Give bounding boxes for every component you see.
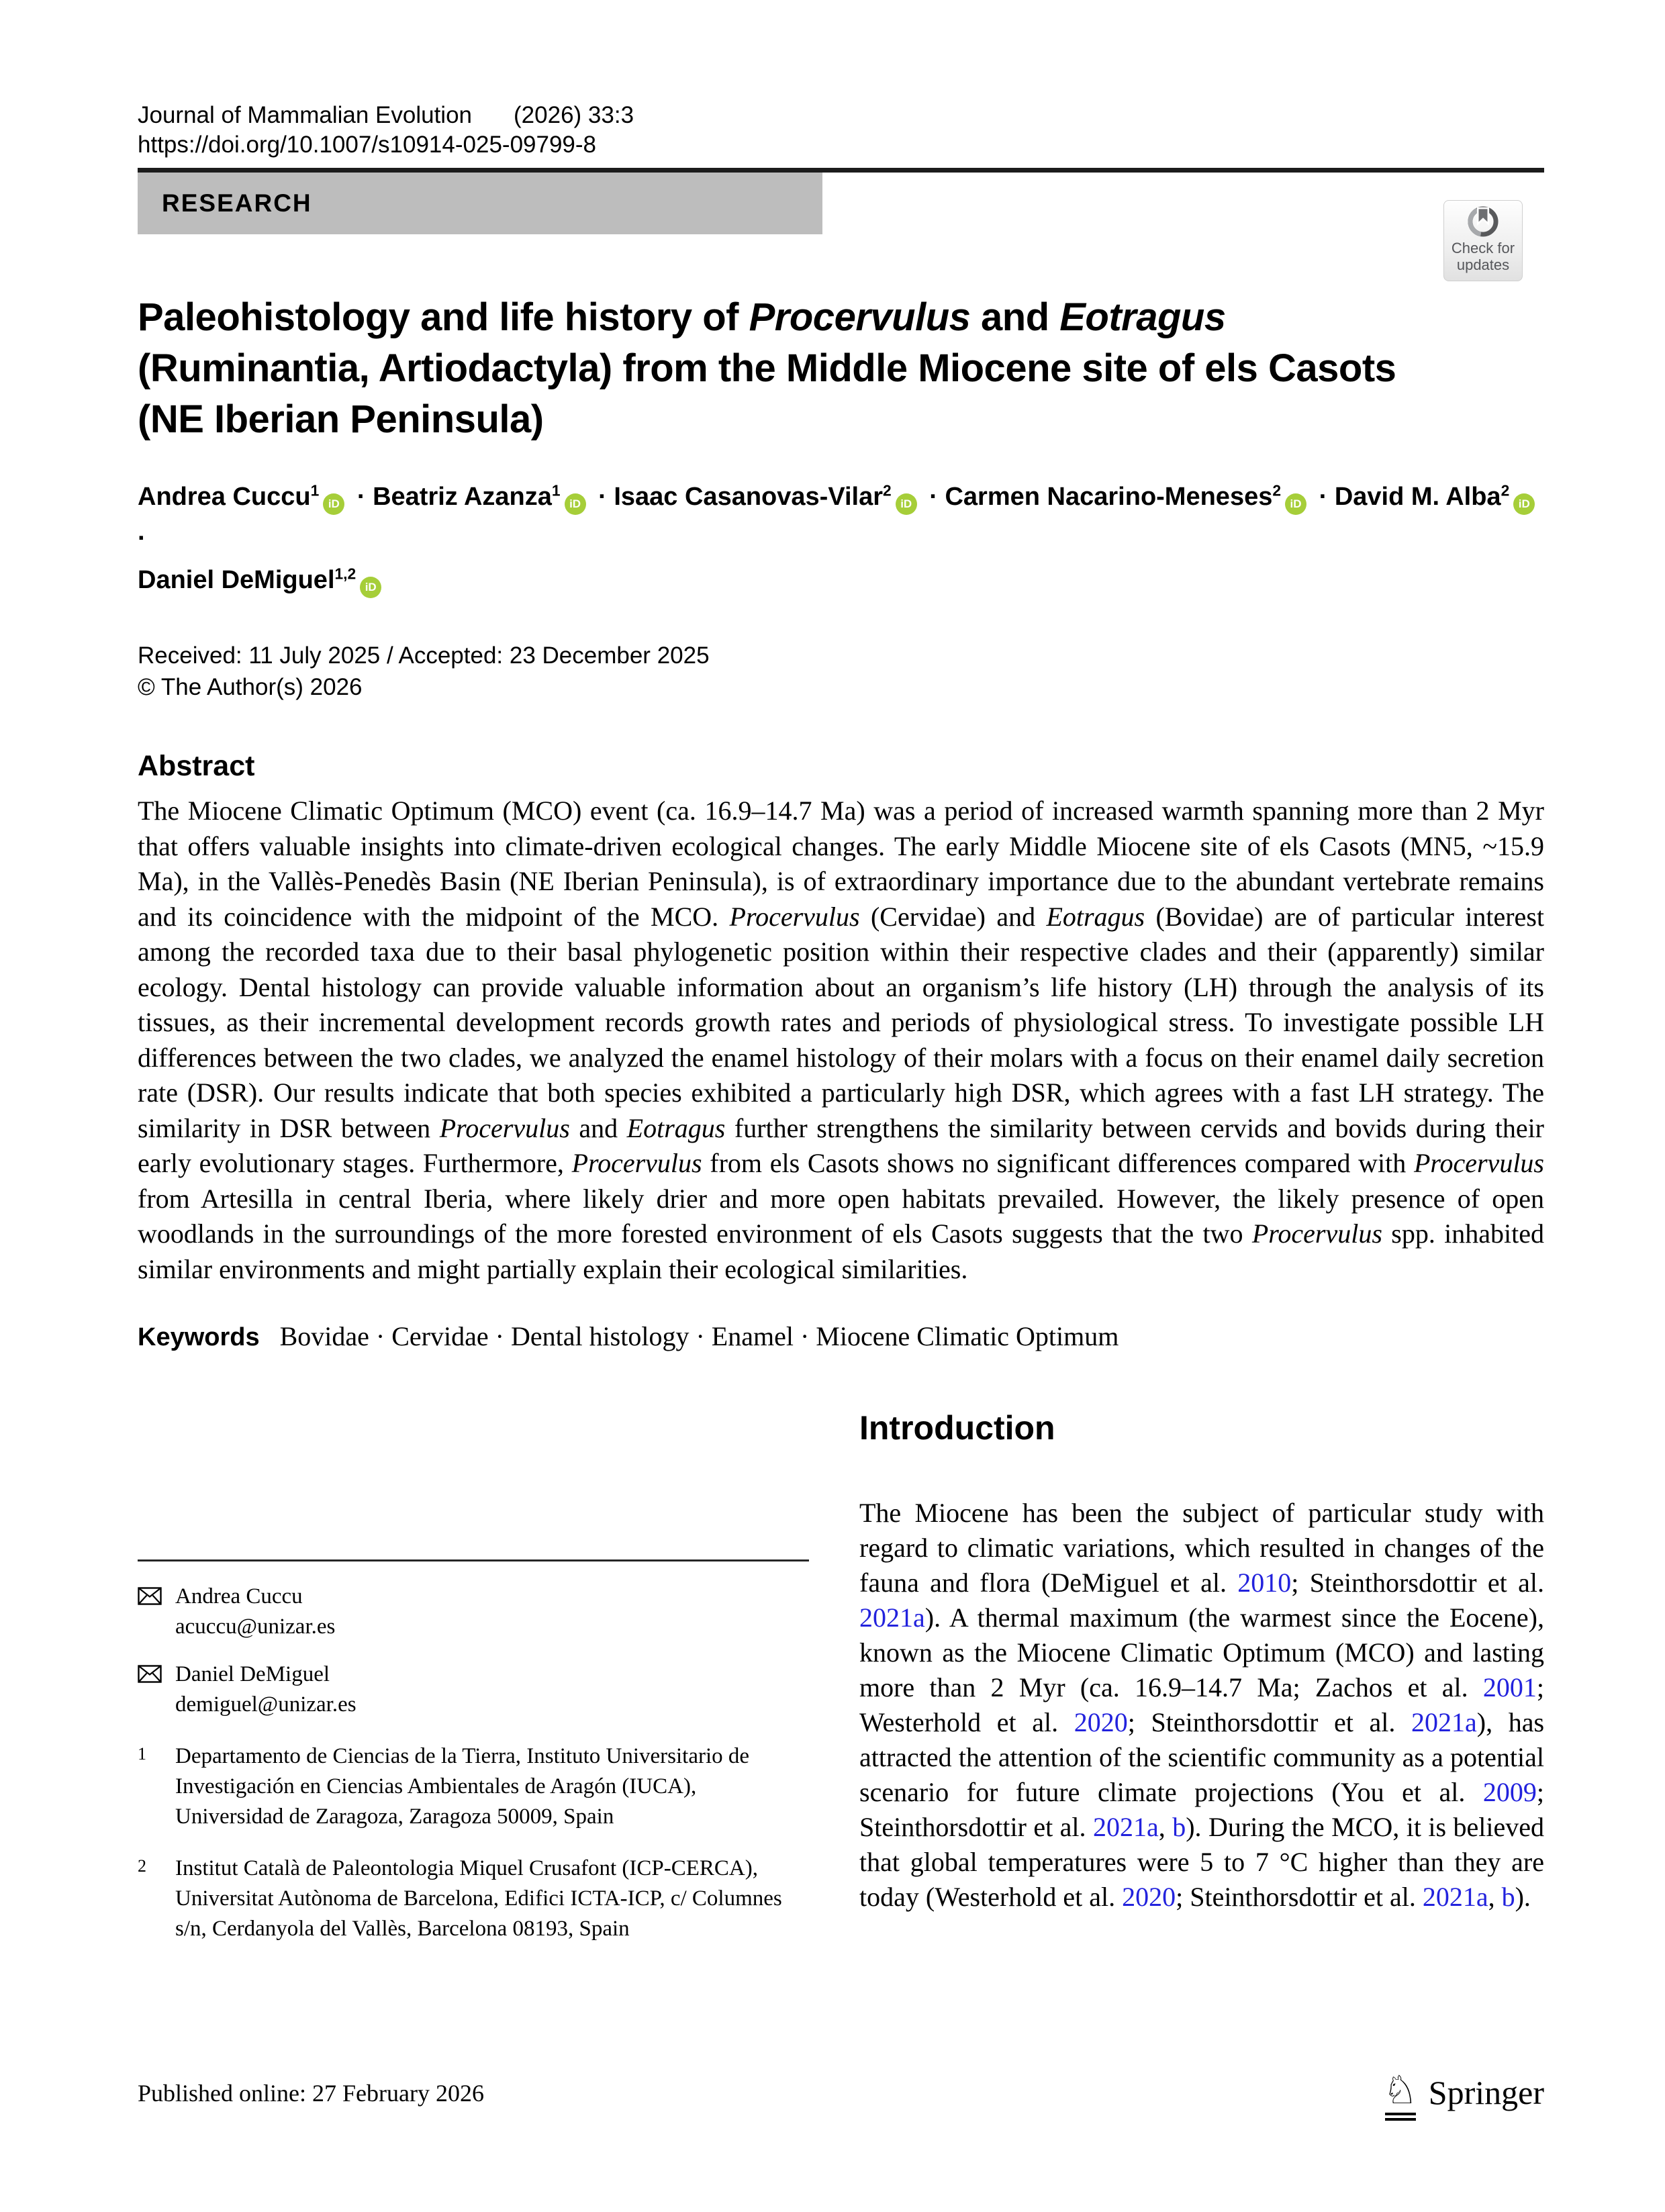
abstract-text bbox=[138, 794, 1544, 1287]
affiliation-number: 1 bbox=[138, 1744, 146, 1764]
text-segment: 1 bbox=[551, 481, 561, 499]
text-segment: 2 bbox=[1272, 481, 1282, 499]
text-segment: · bbox=[1312, 483, 1335, 511]
email-icon bbox=[138, 1665, 162, 1683]
published-online-text: Published online: 27 February 2026 bbox=[138, 2080, 484, 2107]
author-list bbox=[138, 476, 1544, 601]
journal-header-line bbox=[138, 101, 1544, 130]
text-segment: · bbox=[922, 483, 945, 511]
journal-name: Journal of Mammalian Evolution bbox=[138, 102, 473, 128]
springer-wordmark: Springer bbox=[1428, 2074, 1544, 2111]
text-segment: ; Steinthorsdottir et al. bbox=[859, 1777, 1544, 1842]
dates-block bbox=[138, 640, 1544, 703]
right-column bbox=[859, 1408, 1544, 1944]
text-segment: Eotragus bbox=[1046, 901, 1145, 932]
check-updates-label: Check for updates bbox=[1451, 240, 1515, 273]
citation-link[interactable]: 2009 bbox=[1482, 1777, 1537, 1807]
text-segment: (NE Iberian Peninsula) bbox=[138, 397, 544, 441]
citation-link[interactable]: 2021a bbox=[859, 1602, 925, 1633]
journal-issue: (2026) 33:3 bbox=[514, 102, 634, 128]
orcid-icon[interactable]: iD bbox=[1285, 493, 1306, 515]
text-segment: Eotragus bbox=[1059, 295, 1226, 339]
springer-knight-icon: ♘ bbox=[1383, 2071, 1418, 2121]
text-segment: ; Steinthorsdottir et al. bbox=[1176, 1882, 1423, 1912]
orcid-icon[interactable]: iD bbox=[565, 493, 586, 515]
received-accepted-line: Received: 11 July 2025 / Accepted: 23 December 2025 bbox=[138, 642, 710, 669]
text-segment: further strengthens the similarity between cervids and bovids during their early evolutionary stages. Furthermore, bbox=[138, 1112, 1545, 1178]
abstract-heading: Abstract bbox=[138, 750, 255, 782]
citation-link[interactable]: 2021a bbox=[1422, 1882, 1488, 1912]
text-segment: Daniel DeMiguel bbox=[138, 566, 335, 594]
affiliation-text: Departamento de Ciencias de la Tierra, Instituto Universitario de Investigación en Ciencias Ambientales de Aragón (IUCA), Universidad de Zaragoza, Zaragoza 50009, Spain bbox=[175, 1744, 750, 1829]
text-segment: (Bovidae) are of particular interest among the recorded taxa due to their basal phylogenetic position within their respective clades and their (apparently) similar ecology. Dental histology can provide valuable information about an organism’s life history (LH) through the analysis of its tissues, as their incremental development records growth rates and periods of physiological stress. To investigate possible LH differences between the two clades, we analyzed the enamel histology of their molars with a focus on their enamel daily secretion rate (DSR). Our results indicate that both species exhibited a particularly high DSR, which agrees with a fast LH strategy. The similarity in DSR between bbox=[138, 901, 1544, 1143]
affiliation-number: 2 bbox=[138, 1856, 146, 1876]
orcid-icon[interactable]: iD bbox=[896, 493, 917, 515]
text-segment: Paleohistology and life history of bbox=[138, 295, 749, 339]
text-segment: Carmen Nacarino-Meneses bbox=[945, 483, 1273, 511]
text-segment: The Miocene Climatic Optimum (MCO) event (ca. 16.9–14.7 Ma) was a period of increased warmth spanning more than 2 Myr that offers valuable insights into climate-driven ecological changes. The early Middle Miocene site of els Casots (MN5, ~15.9 Ma), in the Vallès-Penedès Basin (NE Iberian Peninsula), is of extraordinary importance due to the abundant vertebrate remains and its coincidence with the midpoint of the MCO. bbox=[138, 796, 1544, 932]
text-segment: Isaac Casanovas-Vilar bbox=[614, 483, 884, 511]
text-segment: The Miocene has been the subject of particular study with regard to climatic variations, which resulted in changes of the fauna and flora (DeMiguel et al. bbox=[859, 1498, 1544, 1598]
text-segment: 1 bbox=[310, 481, 320, 499]
text-segment: Procervulus bbox=[571, 1148, 702, 1178]
introduction-text bbox=[859, 1496, 1544, 1915]
correspondence-email[interactable]: acuccu@unizar.es bbox=[175, 1615, 336, 1639]
page-footer bbox=[138, 2068, 1544, 2121]
text-segment: · bbox=[138, 524, 146, 552]
text-segment: ), has attracted the attention of the scientific community as a potential scenario for future climate projections (You et al. bbox=[859, 1707, 1545, 1807]
text-segment: ; Steinthorsdottir et al. bbox=[1291, 1568, 1544, 1598]
citation-link[interactable]: b bbox=[1172, 1812, 1186, 1842]
text-segment: Beatriz Azanza bbox=[373, 483, 552, 511]
text-segment: spp. inhabited similar environments and might partially explain their ecological similarities. bbox=[138, 1218, 1545, 1284]
affiliation-text: Institut Català de Paleontologia Miquel Crusafont (ICP-CERCA), Universitat Autònoma de Barcelona, Edifici ICTA-ICP, c/ Columnes s/n, Cerdanyola del Vallès, Barcelona 08193, Spain bbox=[175, 1856, 782, 1941]
text-segment: ). A thermal maximum (the warmest since the Eocene), known as the Miocene Climatic Optimum (MCO) and lasting more than 2 Myr (ca. 16.9–14.7 Ma; Zachos et al. bbox=[859, 1602, 1544, 1702]
text-segment: Procervulus bbox=[439, 1112, 570, 1143]
citation-link[interactable]: 2021a bbox=[1093, 1812, 1159, 1842]
text-segment: ; Westerhold et al. bbox=[859, 1672, 1544, 1737]
correspondence-item bbox=[138, 1582, 809, 1612]
citation-link[interactable]: 2010 bbox=[1237, 1568, 1292, 1598]
text-segment: (Ruminantia, Artiodactyla) from the Middle Miocene site of els Casots bbox=[138, 346, 1396, 390]
text-segment: 1,2 bbox=[334, 565, 356, 583]
citation-link[interactable]: b bbox=[1501, 1882, 1515, 1912]
check-updates-icon bbox=[1466, 204, 1501, 239]
text-segment: Eotragus bbox=[626, 1112, 726, 1143]
check-for-updates-badge[interactable] bbox=[1443, 200, 1523, 281]
correspondence-name: Daniel DeMiguel bbox=[175, 1662, 330, 1686]
text-segment: from Artesilla in central Iberia, where likely drier and more open habitats prevailed. However, the likely presence of open woodlands in the surroundings of the more forested environment of els Casots suggests that the two bbox=[138, 1183, 1544, 1249]
correspondence-item bbox=[138, 1660, 809, 1690]
text-segment: 2 bbox=[1501, 481, 1510, 499]
citation-link[interactable]: 2021a bbox=[1411, 1707, 1477, 1737]
citation-link[interactable]: 2020 bbox=[1122, 1882, 1176, 1912]
text-segment: from els Casots shows no significant differences compared with bbox=[702, 1148, 1414, 1178]
doi-text: https://doi.org/10.1007/s10914-025-09799-8 bbox=[138, 132, 597, 158]
text-segment: · bbox=[350, 483, 373, 511]
email-icon bbox=[138, 1587, 162, 1605]
text-segment: (Cervidae) and bbox=[859, 901, 1047, 932]
left-column bbox=[138, 1408, 809, 1944]
correspondence-name: Andrea Cuccu bbox=[175, 1584, 303, 1608]
text-segment: and bbox=[970, 295, 1060, 339]
affiliation-item bbox=[138, 1741, 809, 1832]
footnote-block bbox=[138, 1559, 809, 1944]
text-segment: · bbox=[591, 483, 614, 511]
correspondence-email[interactable]: demiguel@unizar.es bbox=[175, 1692, 356, 1717]
orcid-icon[interactable]: iD bbox=[323, 493, 344, 515]
text-segment: ). During the MCO, it is believed that global temperatures were 5 to 7 °C higher than they are today (Westerhold et al. bbox=[859, 1812, 1545, 1912]
citation-link[interactable]: 2001 bbox=[1482, 1672, 1537, 1702]
keywords-label: Keywords bbox=[138, 1323, 260, 1351]
article-title bbox=[138, 292, 1544, 445]
header-rule bbox=[138, 168, 1544, 173]
text-segment: , bbox=[1158, 1812, 1173, 1842]
copyright-line: © The Author(s) 2026 bbox=[138, 674, 363, 700]
keywords-line bbox=[138, 1320, 1544, 1352]
article-type-label: RESEARCH bbox=[162, 189, 312, 217]
two-column-area bbox=[138, 1408, 1544, 1944]
orcid-icon[interactable]: iD bbox=[1513, 493, 1535, 515]
text-segment: Procervulus bbox=[1251, 1218, 1382, 1249]
orcid-icon[interactable]: iD bbox=[360, 577, 381, 598]
text-segment: David M. Alba bbox=[1334, 483, 1501, 511]
keywords-value: Bovidae · Cervidae · Dental histology · Enamel · Miocene Climatic Optimum bbox=[279, 1321, 1119, 1351]
text-segment: Procervulus bbox=[749, 295, 971, 339]
springer-logo bbox=[1382, 2068, 1544, 2121]
text-segment: ). bbox=[1515, 1882, 1531, 1912]
text-segment: 2 bbox=[883, 481, 892, 499]
text-segment: and bbox=[569, 1112, 627, 1143]
text-segment: Procervulus bbox=[729, 901, 860, 932]
text-segment: Procervulus bbox=[1413, 1148, 1544, 1178]
affiliation-item bbox=[138, 1854, 809, 1944]
text-segment: Andrea Cuccu bbox=[138, 483, 311, 511]
citation-link[interactable]: 2020 bbox=[1074, 1707, 1128, 1737]
introduction-heading: Introduction bbox=[859, 1409, 1055, 1447]
article-type-bar bbox=[138, 173, 822, 234]
text-segment: , bbox=[1488, 1882, 1502, 1912]
text-segment: ; Steinthorsdottir et al. bbox=[1127, 1707, 1411, 1737]
